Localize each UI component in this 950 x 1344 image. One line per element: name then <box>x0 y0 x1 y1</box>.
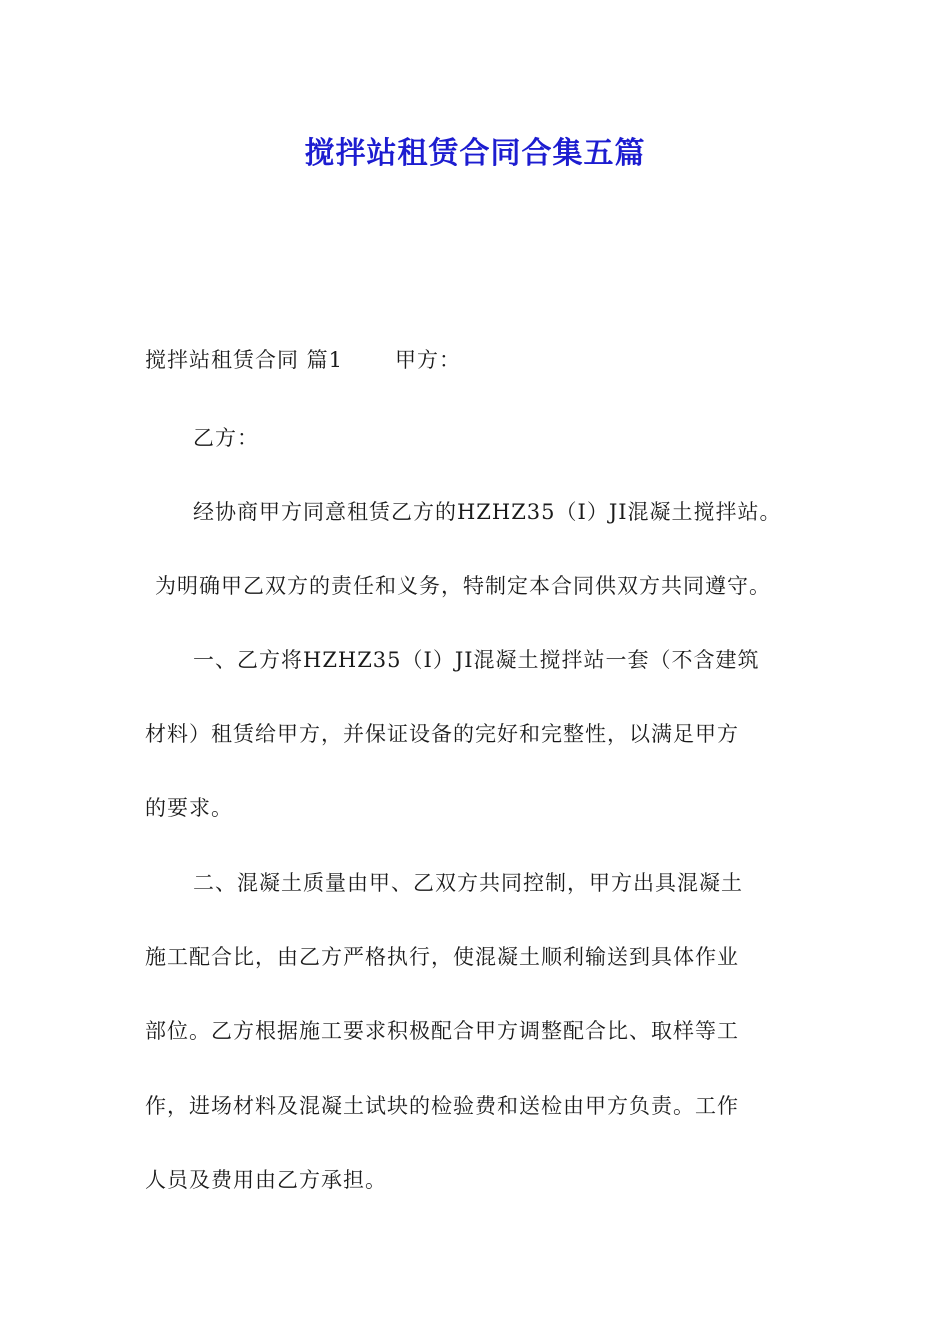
paragraph-line: 作，进场材料及混凝土试块的检验费和送检由甲方负责。工作 <box>145 1094 739 1118</box>
section-heading-line <box>145 346 461 374</box>
party-b-label: 乙方： <box>193 426 259 450</box>
paragraph-line: 一、乙方将HZHZ35（I）JI混凝土搅拌站一套（不含建筑 <box>193 648 760 672</box>
paragraph-line: 部位。乙方根据施工要求积极配合甲方调整配合比、取样等工 <box>145 1019 739 1043</box>
party-a-label: 甲方： <box>395 348 462 372</box>
paragraph-line: 二、混凝土质量由甲、乙双方共同控制，甲方出具混凝土 <box>193 871 743 895</box>
paragraph-line: 材料）租赁给甲方，并保证设备的完好和完整性，以满足甲方 <box>145 722 739 746</box>
paragraph-line: 为明确甲乙双方的责任和义务，特制定本合同供双方共同遵守。 <box>155 574 771 598</box>
section-label: 搅拌站租赁合同 篇1 <box>145 348 344 372</box>
paragraph-line: 施工配合比，由乙方严格执行，使混凝土顺利输送到具体作业 <box>145 945 739 969</box>
paragraph-line: 经协商甲方同意租赁乙方的HZHZ35（I）JI混凝土搅拌站。 <box>193 500 782 524</box>
paragraph-line: 人员及费用由乙方承担。 <box>145 1168 387 1192</box>
document-title: 搅拌站租赁合同合集五篇 <box>304 136 646 171</box>
paragraph-line: 的要求。 <box>145 796 233 820</box>
